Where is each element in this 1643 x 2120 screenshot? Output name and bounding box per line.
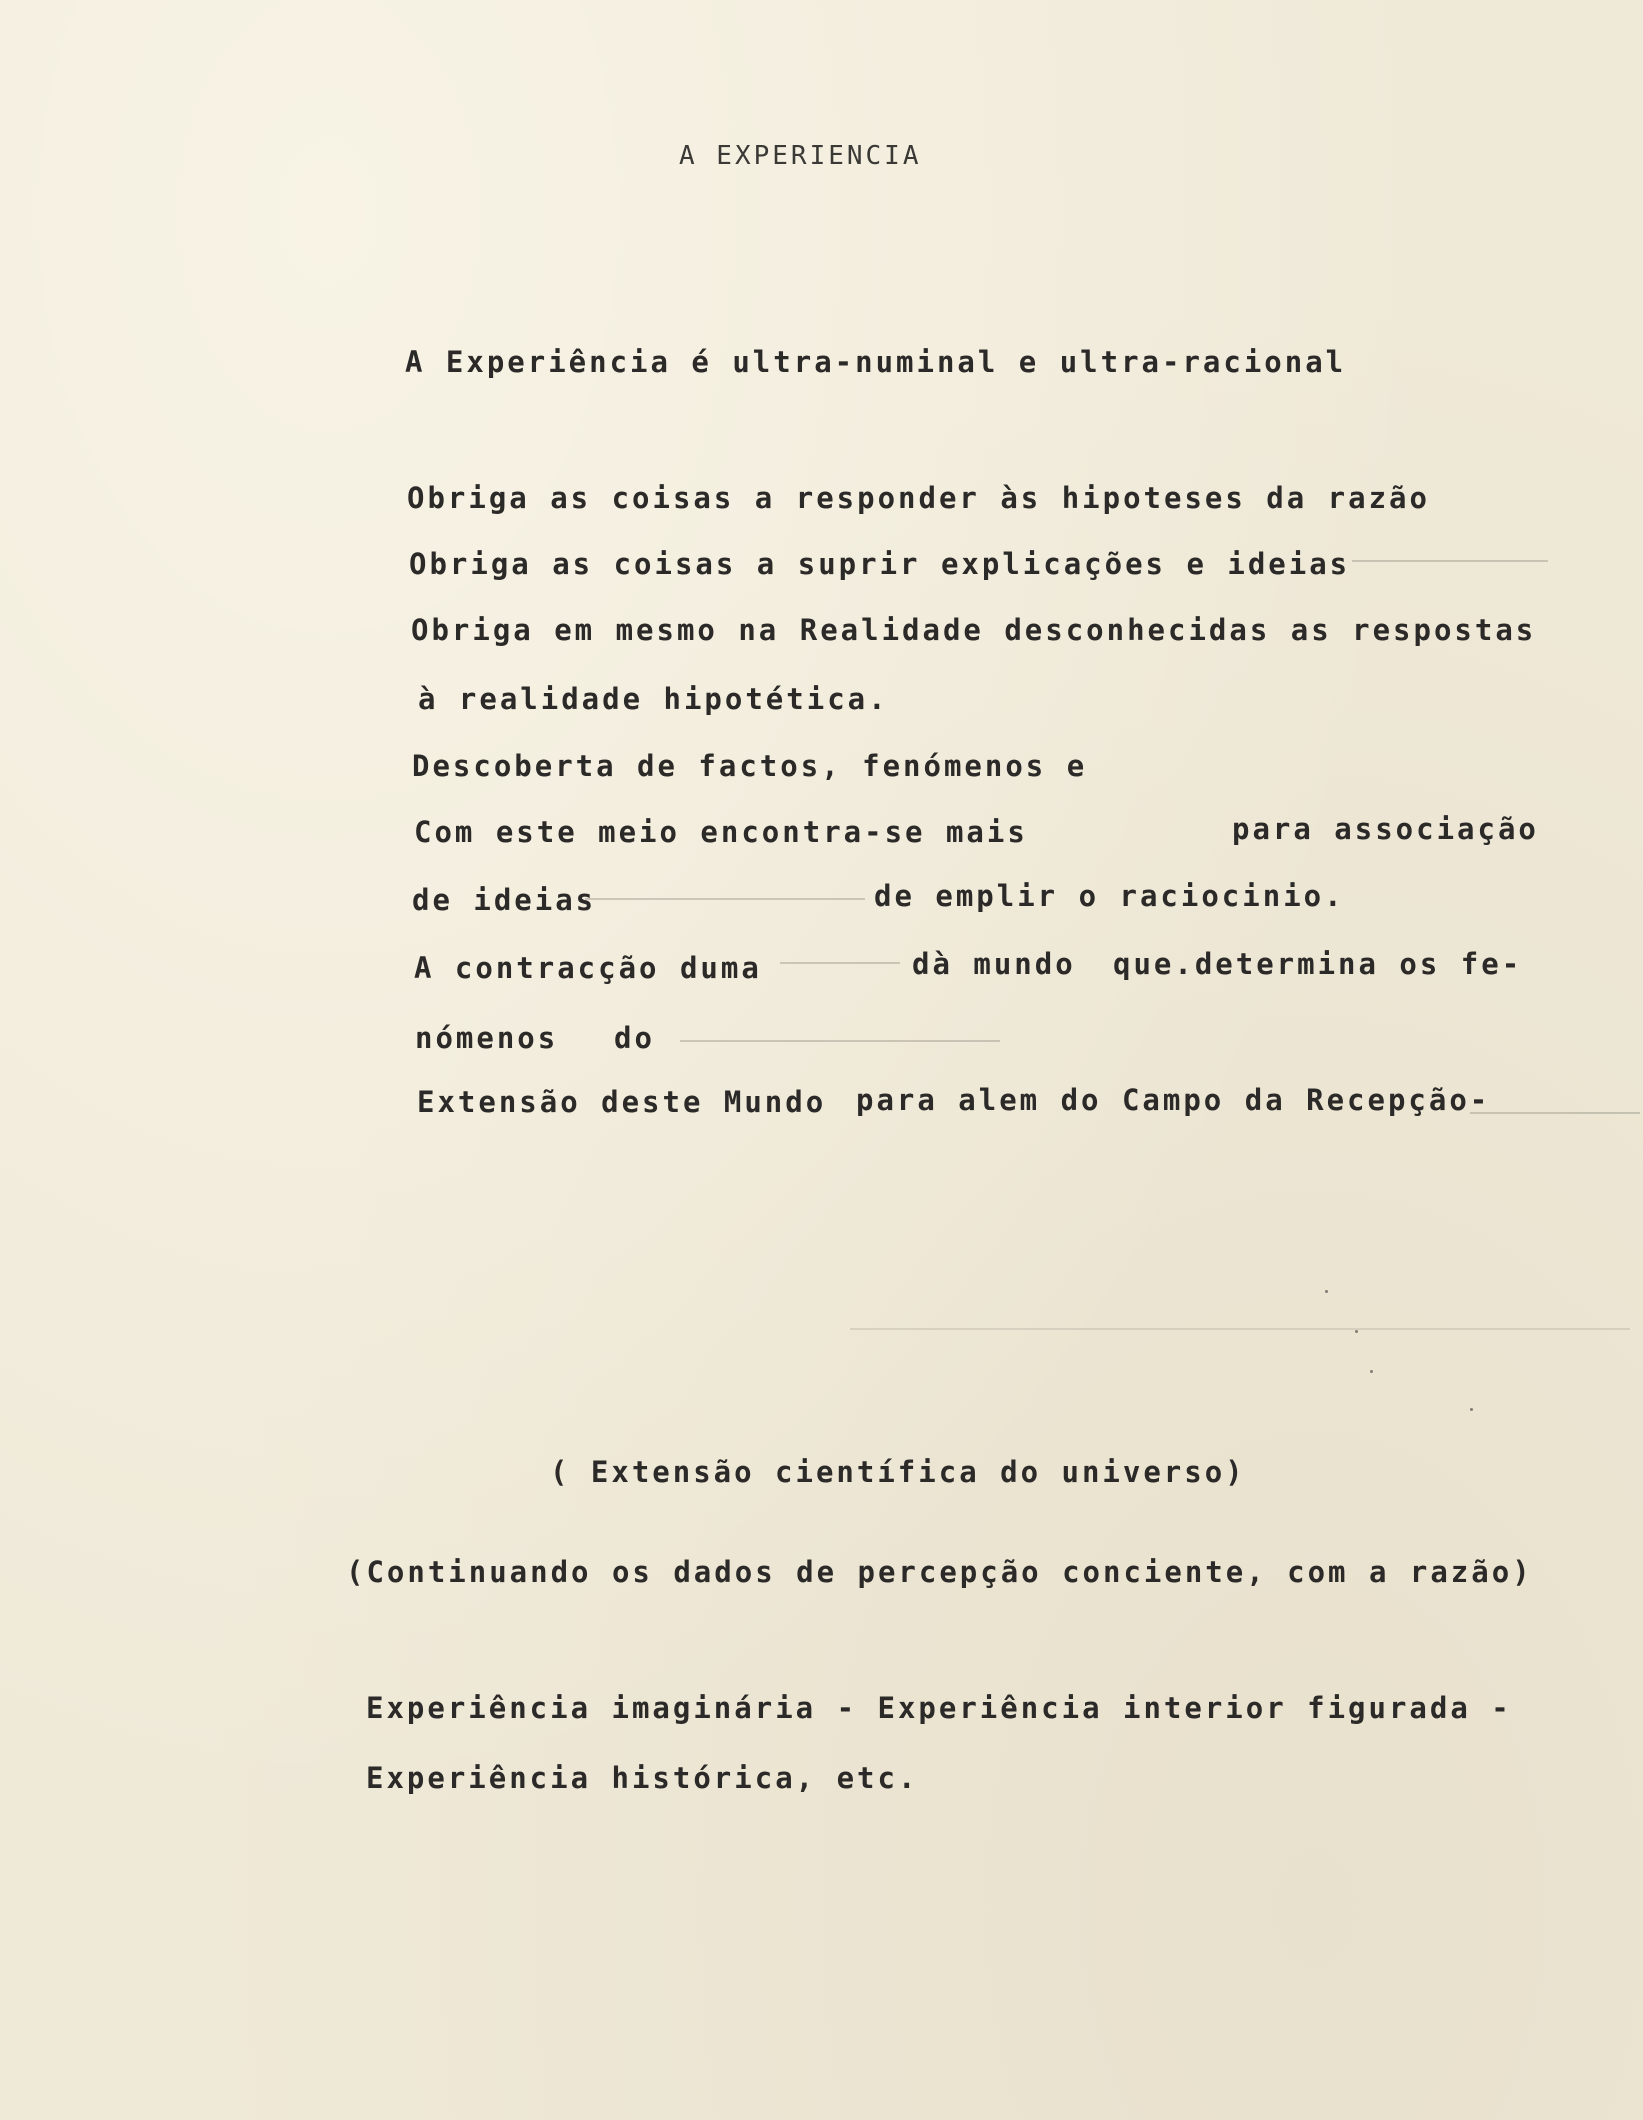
body-line-7b: de emplir o raciocinio. (874, 879, 1345, 913)
ink-speck (1355, 1330, 1358, 1333)
body-line-9a: nómenos (415, 1021, 559, 1055)
ink-speck (1370, 1370, 1373, 1373)
body-line-8a: A contracção duma (414, 951, 762, 985)
body-line-9b: do (614, 1021, 655, 1055)
body-line-8b: dà mundo (912, 947, 1076, 981)
pen-stroke (1352, 560, 1548, 562)
section3-line-1: Experiência imaginária - Experiência interior figurada - (366, 1691, 1512, 1725)
body-line-4: à realidade hipotética. (418, 682, 889, 716)
document-title: A EXPERIENCIA (679, 141, 922, 171)
ink-speck (1325, 1290, 1328, 1293)
body-line-10b: para alem do Campo da Recepção- (856, 1083, 1491, 1117)
body-line-8c: que.determina os fe- (1113, 947, 1523, 981)
pen-stroke (1470, 1112, 1640, 1114)
subtitle-line: A Experiência é ultra-numinal e ultra-racional (405, 345, 1347, 379)
body-line-5: Descoberta de factos, fenómenos e (412, 749, 1088, 783)
body-line-6b: para associação (1232, 812, 1539, 846)
pen-stroke (680, 1040, 1000, 1042)
body-line-10a: Extensão deste Mundo (417, 1085, 827, 1119)
body-line-2: Obriga as coisas a suprir explicações e ideias (409, 547, 1351, 581)
pen-stroke (850, 1328, 1630, 1330)
pen-stroke (585, 898, 865, 900)
body-line-3: Obriga em mesmo na Realidade desconhecidas as respostas (411, 613, 1537, 647)
pen-stroke (780, 962, 900, 964)
body-line-7a: de ideias (412, 883, 597, 917)
section3-line-2: Experiência histórica, etc. (366, 1761, 919, 1795)
body-line-1: Obriga as coisas a responder às hipoteses da razão (407, 481, 1430, 515)
body-line-6a: Com este meio encontra-se mais (414, 815, 1028, 849)
ink-speck (1470, 1408, 1473, 1411)
section2-heading: ( Extensão científica do universo) (550, 1455, 1246, 1489)
section2-note: (Continuando os dados de percepção conciente, com a razão) (346, 1555, 1533, 1589)
